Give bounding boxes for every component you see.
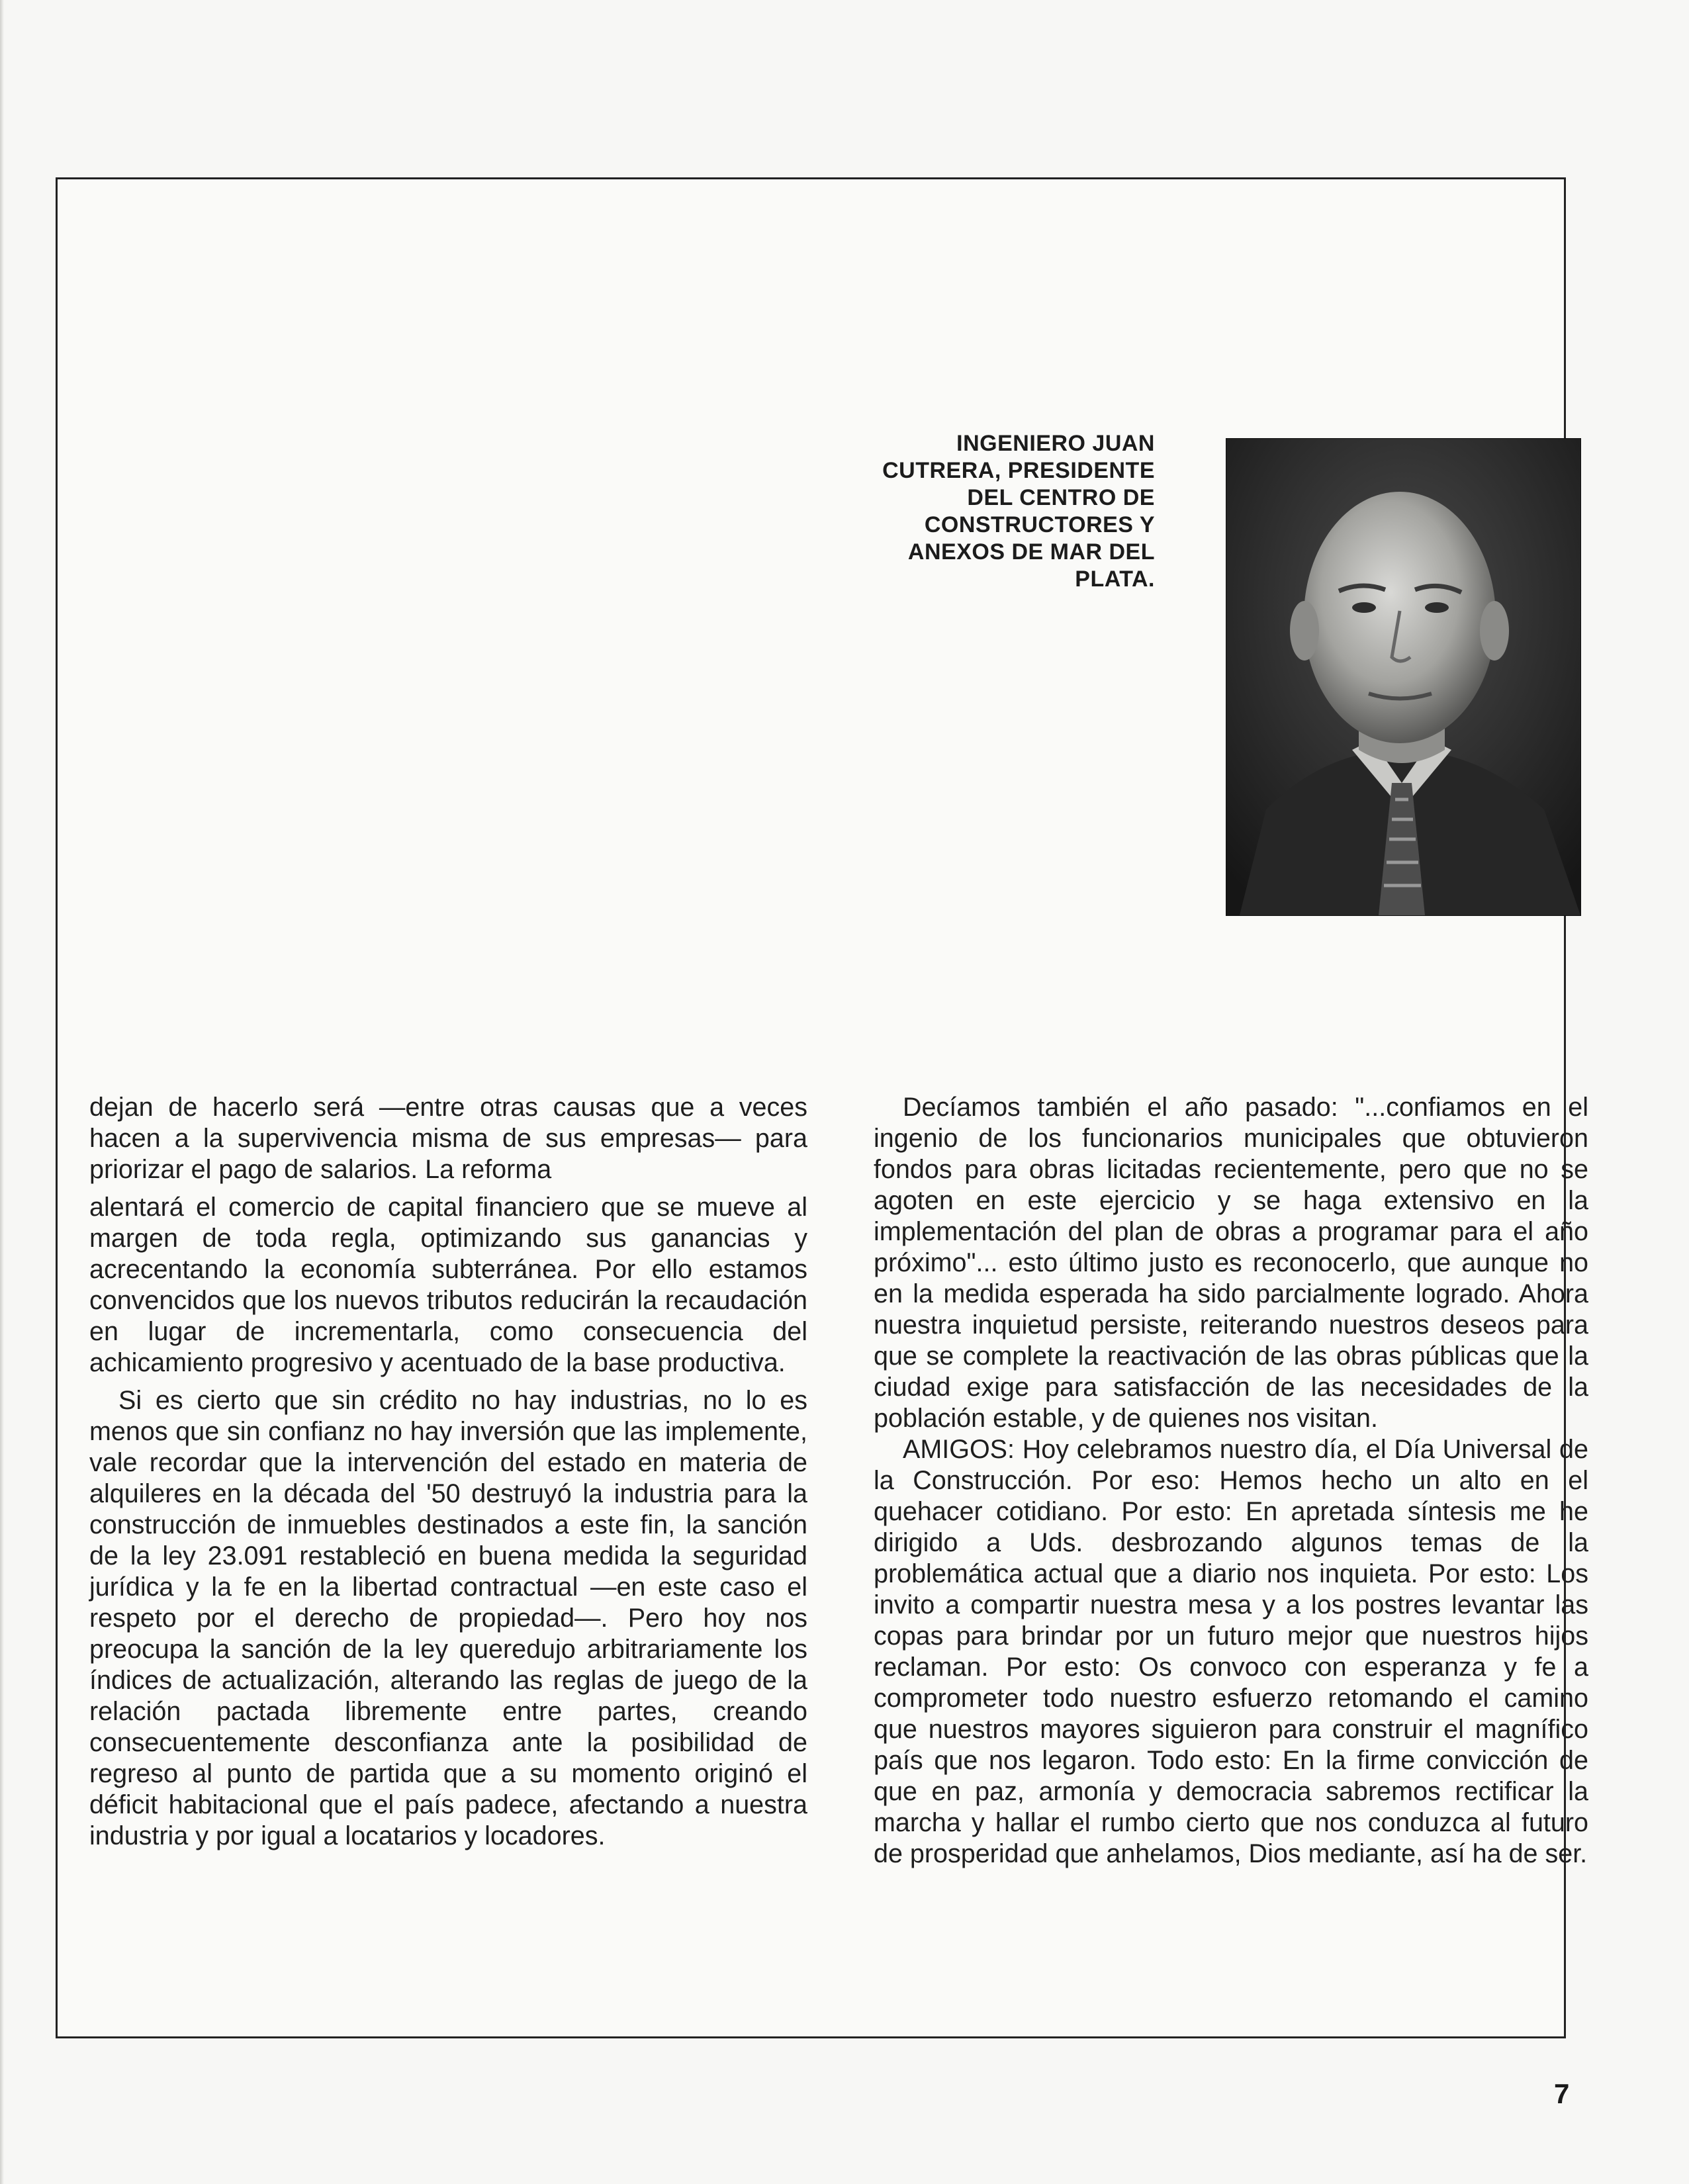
caption-line: ANEXOS DE MAR DEL xyxy=(907,539,1155,565)
paragraph: AMIGOS: Hoy celebramos nuestro día, el Día Universal de la Construcción. Por eso: Hemos hecho un alto en el quehacer cotidiano. Por esto: En apretada síntesis me he dirigido a Uds. desbrozando algunos temas de la problemática actual que a diario nos inquieta. Por esto: Los invito a compartir nuestra mesa y a los postres levantar las copas para brindar por un futuro mejor que nuestros hijos reclaman. Por esto: Os convoco con esperanza y fe a comprometer todo nuestro esfuerzo retomando el camino que nuestros mayores siguieron para construir el magnífico país que nos legaron. Todo esto: En la firme convicción de que en paz, armonía y democracia sabremos rectificar la marcha y hallar el rumbo cierto que nos conduzca al futuro de prosperidad que anhelamos, Dios mediante, así ha de ser. xyxy=(874,1435,1588,1868)
paragraph: Si es cierto que sin crédito no hay industrias, no lo es menos que sin confianz no hay inversión que las implemente, vale recordar que la intervención del estado en materia de alquileres en la década del '50 destruyó la industria para la construcción de inmuebles destinados a este fin, la sanción de la ley 23.091 restableció en buena medida la seguridad jurídica y la fe en la libertad contractual —en este caso el respeto por el derecho de propiedad—. Pero hoy nos preocupa la sanción de la ley queredujo arbitrariamente los índices de actualización, alterando las reglas de juego de la relación pactada libremente entre partes, creando consecuentemente desconfianza ante la posibilidad de regreso al punto de partida que a su momento originó el déficit habitacional que el país padece, afectando a nuestra industria y por igual a locatarios y locadores. xyxy=(89,1386,807,1850)
page-edge xyxy=(0,0,4,2184)
paragraph: alentará el comercio de capital financiero que se mueve al margen de toda regla, optimizando sus ganancias y acrecentando la economía subterránea. Por ello estamos convencidos que los nuevos tributos reducirán la recaudación en lugar de incrementarla, como consecuencia del achicamiento progresivo y acentuado de la base productiva. xyxy=(89,1193,807,1377)
portrait-photo xyxy=(1226,438,1581,916)
left-text-column xyxy=(89,1092,807,1852)
caption-line: INGENIERO JUAN xyxy=(956,431,1155,456)
photo-caption xyxy=(834,430,1155,593)
caption-line: CONSTRUCTORES Y xyxy=(924,512,1155,537)
portrait-icon xyxy=(1226,439,1580,915)
paragraph: dejan de hacerlo será —entre otras causas que a veces hacen a la supervivencia misma de sus empresas— para priorizar el pago de salarios. La reforma xyxy=(89,1093,807,1184)
page-number: 7 xyxy=(1554,2078,1570,2109)
caption-line: DEL CENTRO DE xyxy=(967,485,1155,510)
paragraph: Decíamos también el año pasado: "...confiamos en el ingenio de los funcionarios municipales que obtuvieron fondos para obras licitadas recientemente, pero que no se agoten en este ejercicio y se haga extensivo en la implementación del plan de obras a programar para el año próximo"... esto último justo es reconocerlo, que aunque no en la medida esperada ha sido parcialmente logrado. Ahora nuestra inquietud persiste, reiterando nuestros deseos para que se complete la reactivación de las obras públicas que la ciudad exige para satisfacción de las necesidades de la población estable, y de quienes nos visitan. xyxy=(874,1093,1588,1433)
right-text-column xyxy=(874,1092,1588,1870)
caption-line: CUTRERA, PRESIDENTE xyxy=(882,458,1155,483)
caption-line: PLATA. xyxy=(1075,567,1155,592)
